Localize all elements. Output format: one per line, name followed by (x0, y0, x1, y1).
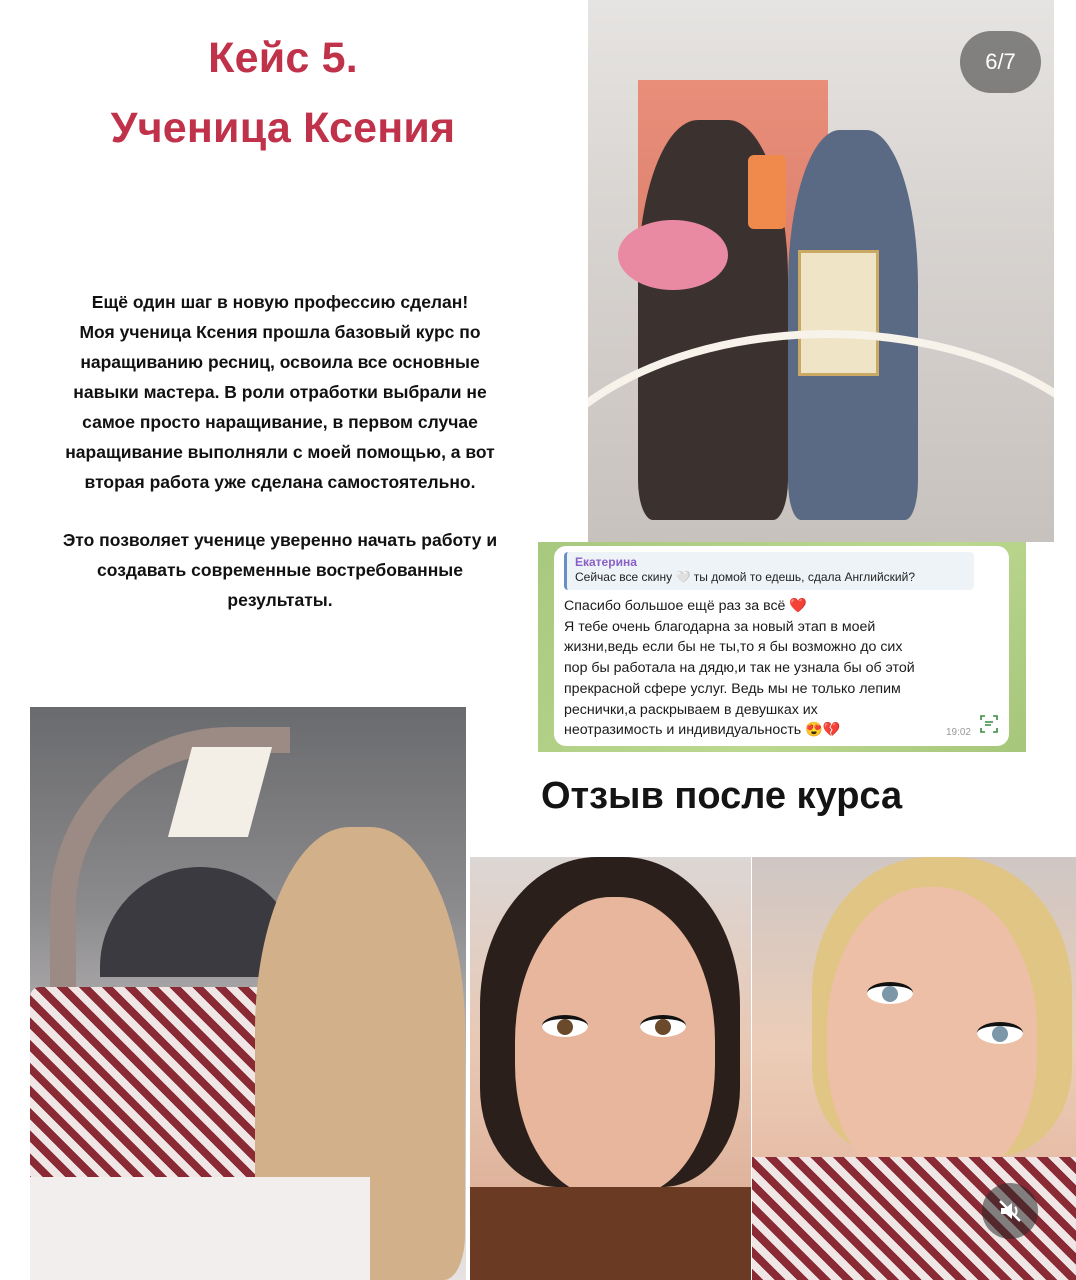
photo-blanket (30, 1177, 370, 1280)
description-line: наращиванию ресниц, освоила все основные (80, 352, 480, 372)
message-time: 19:02 (945, 727, 971, 738)
message-line: прекрасной сфере услуг. Ведь мы не только лепим (564, 680, 901, 697)
message-line: неотразимость и индивидуальность 😍💔 (564, 722, 841, 739)
photo-mirror-frame (588, 330, 1054, 542)
photo-bouquet (618, 220, 728, 290)
description-line: наращивание выполняли с моей помощью, а вот (65, 442, 495, 462)
scan-text-icon[interactable] (974, 709, 1004, 739)
case-title-student: Ученица Ксения (110, 104, 456, 152)
lash-procedure-photo (30, 707, 466, 1280)
message-line: Спасибо большое ещё раз за всё ❤️ (564, 598, 808, 614)
photo-eye (542, 1015, 588, 1037)
description-line: результаты. (227, 590, 333, 610)
photo-eye (977, 1022, 1023, 1044)
chat-screenshot (538, 542, 1026, 752)
description-line: Ещё один шаг в новую профессию сделан! (91, 292, 469, 312)
photo-phone (748, 155, 786, 229)
quoted-message-text: Сейчас все скину 🤍 ты домой то едешь, сдала Английский? (575, 570, 916, 584)
description-paragraph-2 (20, 525, 540, 615)
heart-icon: ❤️ (789, 598, 808, 614)
message-line: пор бы работала на дядю,и так не узнала бы об этой (564, 660, 915, 677)
chat-quoted-reply (564, 552, 974, 590)
description-line: вторая работа уже сделана самостоятельно. (84, 472, 476, 492)
description-line: Моя ученица Ксения прошла базовый курс по (79, 322, 481, 342)
chat-bubble (554, 546, 1009, 746)
description-line: навыки мастера. В роли отработки выбрали не (73, 382, 487, 402)
result-photo-1 (470, 857, 751, 1280)
message-line: жизни,ведь если бы не ты,то я бы возможно до сих (564, 639, 903, 656)
description-line: Это позволяет ученице уверенно начать работу и (62, 530, 498, 550)
chat-message-text (564, 596, 984, 741)
message-line: Я тебе очень благодарна за новый этап в моей (564, 618, 876, 635)
speaker-muted-icon (996, 1197, 1024, 1225)
photo-eye (640, 1015, 686, 1037)
photo-face (515, 897, 715, 1197)
case-title-number: Кейс 5. (208, 34, 358, 82)
page-indicator: 6/7 (960, 31, 1041, 93)
photo-eye (867, 982, 913, 1004)
description-line: создавать современные востребованные (97, 560, 463, 580)
photo-shirt (470, 1187, 751, 1280)
message-line: реснички,а раскрываем в девушках их (564, 701, 818, 718)
description-paragraph-1 (20, 287, 540, 497)
mute-button[interactable] (982, 1183, 1038, 1239)
review-heading: Отзыв после курса (541, 775, 903, 817)
description-line: самое просто наращивание, в первом случае (82, 412, 478, 432)
quoted-sender-name: Екатерина (575, 555, 637, 569)
